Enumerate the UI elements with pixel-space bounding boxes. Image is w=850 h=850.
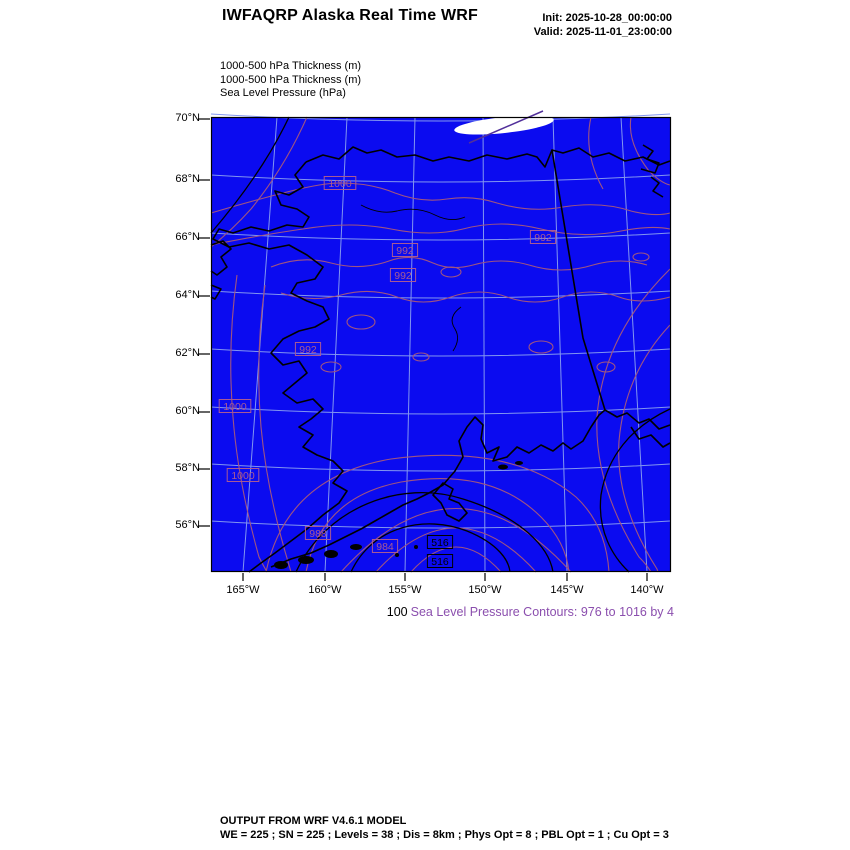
legend-line-thickness-2: 1000-500 hPa Thickness (m)	[220, 73, 362, 86]
svg-text:988: 988	[309, 527, 327, 540]
lon-label: 155°W	[388, 584, 422, 596]
svg-text:992: 992	[534, 231, 552, 244]
caption-prefix: 100	[386, 605, 408, 619]
svg-text:992: 992	[396, 244, 414, 257]
svg-text:992: 992	[299, 343, 317, 356]
lat-label: 60°N	[175, 405, 200, 417]
model-footer	[220, 815, 669, 842]
contour-label-1000	[219, 400, 251, 413]
footer-line-1: OUTPUT FROM WRF V4.6.1 MODEL	[220, 815, 407, 827]
footer-line-2: WE = 225 ; SN = 225 ; Levels = 38 ; Dis = 8km ; Phys Opt = 8 ; PBL Opt = 1 ; Cu Opt = 3	[220, 828, 669, 841]
lat-label: 70°N	[175, 112, 200, 124]
svg-text:1000: 1000	[328, 177, 352, 190]
legend-line-slp: Sea Level Pressure (hPa)	[220, 87, 346, 99]
lat-label: 68°N	[175, 173, 200, 185]
lon-label: 145°W	[550, 584, 584, 596]
lat-label: 56°N	[175, 519, 200, 531]
contour-caption	[387, 605, 674, 619]
lat-label: 66°N	[175, 231, 200, 243]
lat-label: 62°N	[175, 347, 200, 359]
lon-label: 165°W	[226, 584, 260, 596]
caption-text: Sea Level Pressure Contours: 976 to 1016 by 4	[410, 605, 674, 619]
valid-time: Valid: 2025-11-01_23:00:00	[533, 26, 672, 38]
legend-line-thickness-1: 1000-500 hPa Thickness (m)	[220, 60, 362, 72]
svg-text:992: 992	[394, 269, 412, 282]
lon-label: 150°W	[468, 584, 502, 596]
svg-text:516: 516	[431, 555, 449, 568]
init-time: Init: 2025-10-28_00:00:00	[542, 12, 672, 24]
lat-label: 58°N	[175, 462, 200, 474]
lon-label: 140°W	[630, 584, 664, 596]
map-panel	[211, 117, 671, 572]
svg-text:516: 516	[431, 536, 449, 549]
svg-text:1000: 1000	[231, 469, 255, 482]
run-times	[534, 11, 672, 39]
contour-label-1000	[324, 177, 356, 190]
lon-label: 160°W	[308, 584, 342, 596]
field-legend	[220, 60, 361, 101]
lat-label: 64°N	[175, 289, 200, 301]
alaska-weather-map	[211, 117, 671, 572]
svg-text:984: 984	[376, 540, 394, 553]
page-title: IWFAQRP Alaska Real Time WRF	[221, 7, 479, 24]
svg-text:1000: 1000	[223, 400, 247, 413]
contour-label-1000	[227, 469, 259, 482]
